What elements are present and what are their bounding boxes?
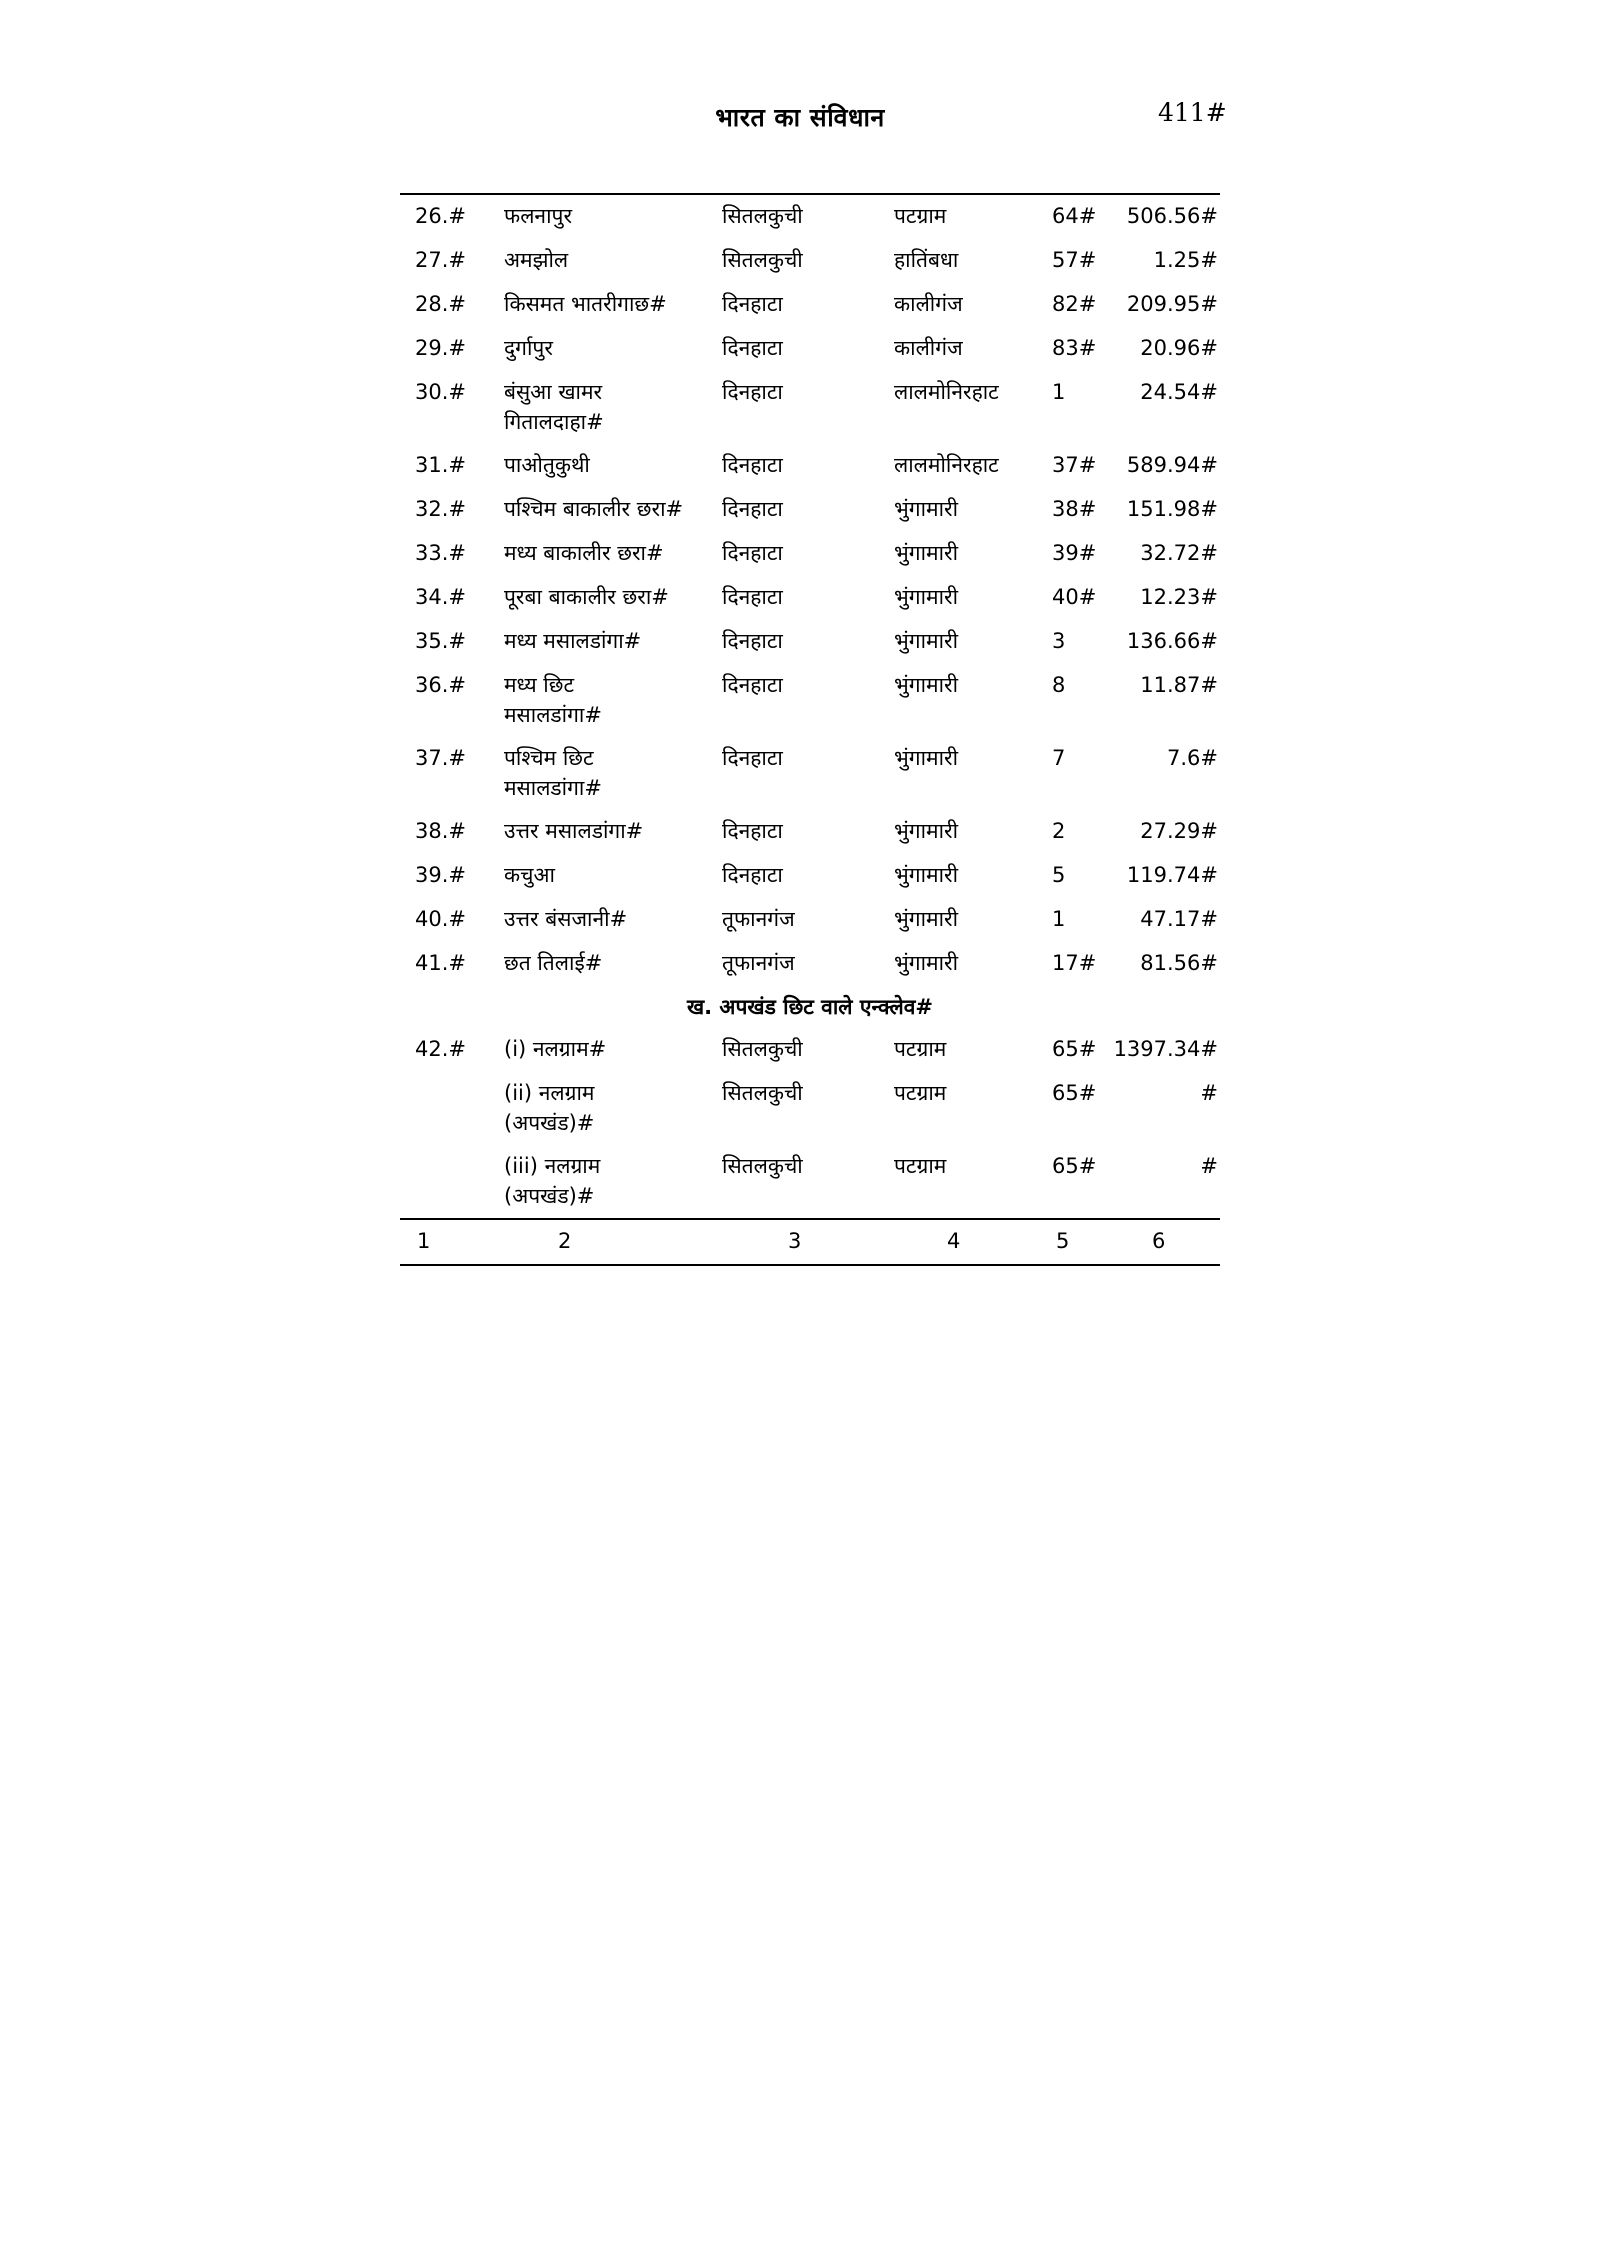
area-cell: 209.95# [1126,292,1218,316]
police-station-cell: दिनहाटा [722,819,783,843]
police-station-cell: भुंगामारी [894,673,959,697]
table-row [400,444,1220,488]
serial-number-cell: 36.# [415,673,466,697]
area-cell: 32.72# [1140,541,1218,565]
enclave-name-cell [504,743,602,803]
table-row [400,898,1220,942]
table-row [400,283,1220,327]
table-row [400,854,1220,898]
serial-number-cell: 39.# [415,863,466,887]
enclave-name-cell: उत्तर मसालडांगा# [504,819,644,843]
area-cell: 506.56# [1126,204,1218,228]
table-row [400,1028,1220,1072]
table-row [400,942,1220,986]
police-station-cell: पटग्राम [894,1037,947,1061]
jl-number-cell: 82# [1052,292,1097,316]
enclave-name-cell: किसमत भातरीगाछ# [504,292,667,316]
police-station-cell: भुंगामारी [894,585,959,609]
police-station-cell: सितलकुची [722,248,803,272]
police-station-cell: पटग्राम [894,1081,947,1105]
police-station-cell: भुंगामारी [894,746,959,770]
area-cell: 1397.34# [1113,1037,1218,1061]
enclave-name-cell: पश्चिम बाकालीर छरा# [504,497,684,521]
police-station-cell: दिनहाटा [722,863,783,887]
area-cell: 27.29# [1140,819,1218,843]
police-station-cell: हातिंबधा [894,248,959,272]
jl-number-cell: 8 [1052,673,1066,697]
police-station-cell: सितलकुची [722,1037,803,1061]
serial-number-cell: 33.# [415,541,466,565]
serial-number-cell: 38.# [415,819,466,843]
area-cell: 7.6# [1167,746,1218,770]
police-station-cell: सितलकुची [722,1081,803,1105]
enclave-name-line: (अपखंड)# [504,1111,595,1135]
table-row [400,737,1220,810]
enclave-name-cell: मध्य मसालडांगा# [504,629,642,653]
jl-number-cell: 57# [1052,248,1097,272]
area-cell: # [1200,1081,1218,1105]
police-station-cell: सितलकुची [722,1154,803,1178]
jl-number-cell: 65# [1052,1081,1097,1105]
serial-number-cell: 28.# [415,292,466,316]
table-row [400,327,1220,371]
police-station-cell: लालमोनिरहाट [894,380,999,404]
area-cell: 589.94# [1126,453,1218,477]
police-station-cell: दिनहाटा [722,336,783,360]
enclave-name-cell [504,1151,600,1211]
enclave-name-cell: अमझोल [504,248,569,272]
serial-number-cell: 37.# [415,746,466,770]
column-number: 6 [1152,1229,1166,1253]
enclave-name-cell: (i) नलग्राम# [504,1037,607,1061]
serial-number-cell: 34.# [415,585,466,609]
police-station-cell: दिनहाटा [722,453,783,477]
police-station-cell: भुंगामारी [894,541,959,565]
enclave-name-cell: उत्तर बंसजानी# [504,907,628,931]
enclave-name-cell: फलनापुर [504,204,573,228]
enclave-name-cell: दुर्गापुर [504,336,553,360]
jl-number-cell: 5 [1052,863,1066,887]
enclave-name-line: बंसुआ खामर [504,380,603,404]
police-station-cell: भुंगामारी [894,907,959,931]
serial-number-cell: 40.# [415,907,466,931]
table-row [400,488,1220,532]
table-row [400,1072,1220,1145]
enclave-name-line: मध्य छिट [504,673,575,697]
serial-number-cell: 32.# [415,497,466,521]
table-row [400,371,1220,444]
police-station-cell: दिनहाटा [722,541,783,565]
police-station-cell: भुंगामारी [894,863,959,887]
police-station-cell: दिनहाटा [722,629,783,653]
table-row [400,1145,1220,1218]
police-station-cell: कालीगंज [894,336,963,360]
page-title: भारत का संविधान [715,103,885,132]
column-number-row [400,1218,1220,1264]
area-cell: 1.25# [1153,248,1218,272]
jl-number-cell: 1 [1052,907,1066,931]
column-number: 3 [788,1229,802,1253]
jl-number-cell: 65# [1052,1154,1097,1178]
police-station-cell: दिनहाटा [722,380,783,404]
enclave-name-line: (ii) नलग्राम [504,1081,595,1105]
column-number: 4 [947,1229,961,1253]
jl-number-cell: 2 [1052,819,1066,843]
serial-number-cell: 30.# [415,380,466,404]
police-station-cell: तूफानगंज [722,907,795,931]
jl-number-cell: 83# [1052,336,1097,360]
column-number: 1 [417,1229,431,1253]
serial-number-cell: 29.# [415,336,466,360]
police-station-cell: दिनहाटा [722,746,783,770]
table-row [400,810,1220,854]
jl-number-cell: 38# [1052,497,1097,521]
jl-number-cell: 39# [1052,541,1097,565]
police-station-cell: पटग्राम [894,204,947,228]
serial-number-cell: 35.# [415,629,466,653]
police-station-cell: भुंगामारी [894,629,959,653]
enclave-name-cell: पाओतुकुथी [504,453,590,477]
area-cell: 20.96# [1140,336,1218,360]
jl-number-cell: 3 [1052,629,1066,653]
area-cell: 119.74# [1126,863,1218,887]
table-row [400,664,1220,737]
area-cell: 24.54# [1140,380,1218,404]
serial-number-cell: 31.# [415,453,466,477]
jl-number-cell: 64# [1052,204,1097,228]
serial-number-cell: 42.# [415,1037,466,1061]
enclave-name-line: मसालडांगा# [504,703,602,727]
serial-number-cell: 41.# [415,951,466,975]
area-cell: # [1200,1154,1218,1178]
table-body-b [400,1028,1220,1218]
police-station-cell: दिनहाटा [722,497,783,521]
police-station-cell: सितलकुची [722,204,803,228]
police-station-cell: लालमोनिरहाट [894,453,999,477]
page-number: 411# [1158,98,1227,127]
police-station-cell: दिनहाटा [722,292,783,316]
area-cell: 12.23# [1140,585,1218,609]
enclave-name-line: (iii) नलग्राम [504,1154,601,1178]
enclave-name-cell [504,1078,594,1138]
table-row [400,620,1220,664]
enclave-name-cell: कचुआ [504,863,555,887]
police-station-cell: दिनहाटा [722,673,783,697]
table-row [400,195,1220,239]
column-number: 2 [558,1229,572,1253]
area-cell: 11.87# [1140,673,1218,697]
enclave-name-line: (अपखंड)# [504,1184,595,1208]
table-row [400,576,1220,620]
area-cell: 81.56# [1140,951,1218,975]
enclave-name-cell [504,670,602,730]
enclave-name-cell: छत तिलाई# [504,951,603,975]
jl-number-cell: 7 [1052,746,1066,770]
police-station-cell: दिनहाटा [722,585,783,609]
enclave-name-line: गितालदाहा# [504,410,604,434]
enclave-name-cell: मध्य बाकालीर छरा# [504,541,664,565]
serial-number-cell: 26.# [415,204,466,228]
table-row [400,532,1220,576]
police-station-cell: कालीगंज [894,292,963,316]
jl-number-cell: 40# [1052,585,1097,609]
enclave-table [400,193,1220,1266]
enclave-name-line: मसालडांगा# [504,776,602,800]
police-station-cell: पटग्राम [894,1154,947,1178]
police-station-cell: भुंगामारी [894,819,959,843]
area-cell: 136.66# [1126,629,1218,653]
police-station-cell: भुंगामारी [894,951,959,975]
column-number: 5 [1056,1229,1070,1253]
enclave-name-cell: पूरबा बाकालीर छरा# [504,585,669,609]
table-row [400,239,1220,283]
police-station-cell: तूफानगंज [722,951,795,975]
area-cell: 47.17# [1140,907,1218,931]
table-body-a [400,195,1220,986]
jl-number-cell: 1 [1052,380,1066,404]
area-cell: 151.98# [1126,497,1218,521]
section-heading: ख. अपखंड छिट वाले एन्क्लेव# [686,995,934,1019]
serial-number-cell: 27.# [415,248,466,272]
jl-number-cell: 37# [1052,453,1097,477]
jl-number-cell: 65# [1052,1037,1097,1061]
jl-number-cell: 17# [1052,951,1097,975]
enclave-name-cell [504,377,604,437]
police-station-cell: भुंगामारी [894,497,959,521]
enclave-name-line: पश्चिम छिट [504,746,594,770]
